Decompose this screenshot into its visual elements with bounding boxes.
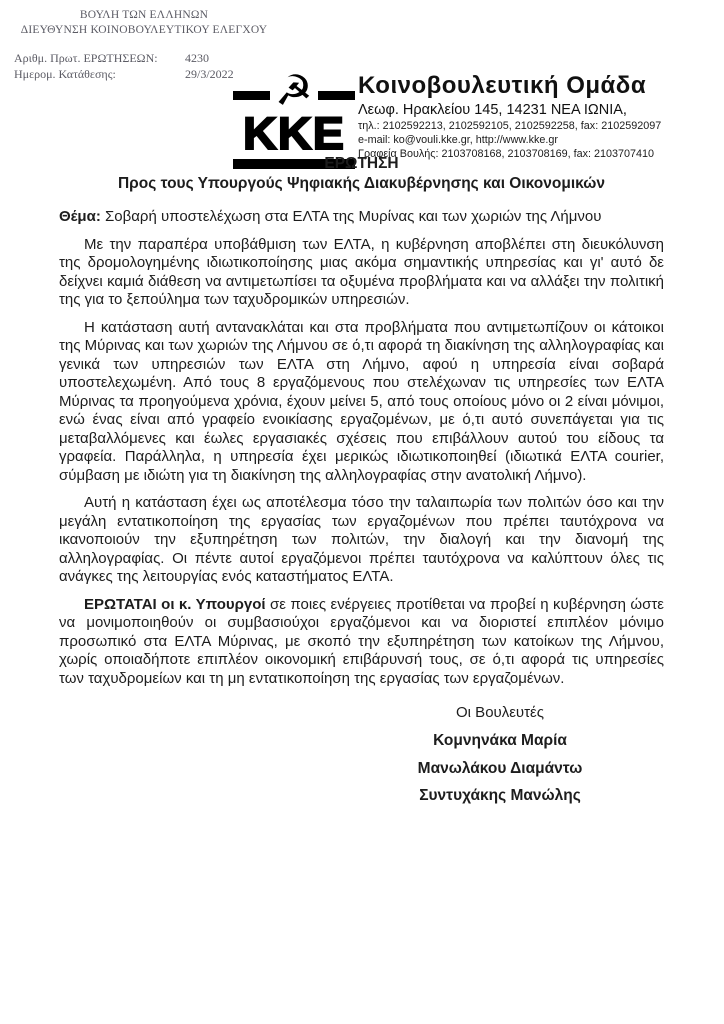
party-parliament-offices: Γραφεία Βουλής: 2103708168, 2103708169, fax: 2103707410: [358, 147, 655, 160]
issuer-line-1: ΒΟΥΛΗ ΤΩΝ ΕΛΛΗΝΩΝ: [79, 9, 209, 21]
protocol-number-value: 4230: [185, 51, 209, 65]
deposit-date-label: Ημερομ. Κατάθεσης:: [14, 67, 116, 81]
paragraph-2: Η κατάσταση αυτή αντανακλάται και στα προβλήματα που αντιμετωπίζουν οι κάτοικοι της Μύρινας και των χωριών της Λήμνου σε ό,τι αφορά τη διακίνηση της αλληλογραφίας και γενικά των υπηρεσιών των ΕΛΤΑ στη Λήμνο, αφού η υπηρεσία είναι σοβαρά υποστελεχωμένη. Από τους 8 εργαζόμενους που στελέχωναν τις υπηρεσίες των ΕΛΤΑ Μύρινας τα προηγούμενα χρόνια, έχουν μείνει 5, από τους οποίους μόνο οι 2 είναι μόνιμοι, ενώ ένας είναι από γραφείο ενοικίασης εργαζομένων, με ό,τι αυτό συνεπάγεται για τις μεταβαλλόμενες και έωλες εργασιακές σχέσεις που επιβάλλουν αυτού του είδους τα γραφεία. Παράλληλα, η υπηρεσία έχει μερικώς ιδιωτικοποιηθεί (ιδιωτικά ΕΛΤΑ courier, σύμβαση με ιδιώτη για τη διακίνηση της αλληλογραφίας στην ανατολική Λήμνο).: [59, 318, 664, 484]
signatory-name-1: Κομνηνάκα Μαρία: [433, 732, 567, 749]
parliamentary-group-title: Κοινοβουλευτική Ομάδα: [358, 72, 647, 99]
subject-label: Θέμα:: [59, 208, 101, 225]
signatory-name-3: Συντυχάκης Μανώλης: [419, 787, 581, 804]
party-address: Λεωφ. Ηρακλείου 145, 14231 ΝΕΑ ΙΩΝΙΑ,: [358, 102, 627, 118]
signature-block: [389, 704, 611, 805]
document-title: ΕΡΩΤΗΣΗ: [324, 155, 399, 172]
kke-logo-acronym: KKE: [243, 108, 345, 159]
party-email-web: e-mail: ko@vouli.kke.gr, http://www.kke.gr: [358, 133, 558, 146]
hammer-sickle-icon: ☭: [275, 66, 313, 115]
subject-text: Σοβαρή υποστελέχωση στα ΕΛΤΑ της Μυρίνας και των χωριών της Λήμνου: [105, 208, 602, 225]
paragraph-1: Με την παραπέρα υποβάθμιση των ΕΛΤΑ, η κυβέρνηση αποβλέπει στη διευκόλυνση της δρομολογημένης ιδιωτικοποίησης μιας ακόμα σημαντικής υπηρεσίας και γι' αυτό δε δείχνει καμιά διάθεση να αντιμετωπίσει τα οξυμένα προβλήματα και να αλλάξει την πολιτική της για το ξεπούλημα των ταχυδρομικών υπηρεσιών.: [59, 235, 664, 308]
deposit-date-value: 29/3/2022: [185, 67, 234, 81]
question-label: ΕΡΩΤΑΤΑΙ οι κ. Υπουργοί: [84, 595, 266, 613]
paragraph-3: Αυτή η κατάσταση έχει ως αποτέλεσμα τόσο την ταλαιπωρία των πολιτών όσο και την μεγάλη εντατικοποίηση της εργασίας των εργαζομένων που πρέπει ταυτόχρονα να ικανοποιούν την εξυπηρέτηση των πολιτών, την διαλογή και την διανομή της αλληλογραφίας. Οι πέντε αυτοί εργαζόμενοι πρέπει ταυτόχρονα να καλύπτουν όλες τις ανάγκες της λειτουργίας ενός καταστήματος ΕΛΤΑ.: [59, 494, 664, 585]
signatory-name-2: Μανωλάκου Διαμάντω: [417, 759, 583, 777]
issuer-line-2: ΔΙΕΥΘΥΝΣΗ ΚΟΙΝΟΒΟΥΛΕΥΤΙΚΟΥ ΕΛΕΓΧΟΥ: [20, 23, 268, 36]
subject-line: [59, 208, 664, 227]
document-addressees: Προς τους Υπουργούς Ψηφιακής Διακυβέρνησης και Οικονομικών: [117, 174, 605, 192]
party-phones: τηλ.: 2102592213, 2102592105, 2102592258, fax: 2102592097: [358, 119, 662, 132]
signature-heading: Οι Βουλευτές: [456, 704, 544, 721]
question-paragraph: [59, 596, 664, 689]
protocol-number-label: Αριθμ. Πρωτ. ΕΡΩΤΗΣΕΩΝ:: [14, 51, 158, 65]
question-text: σε ποιες ενέργειες προτίθεται να προβεί η κυβέρνηση ώστε να μονιμοποιηθούν οι συμβασιούχοι εργαζόμενοι και να διοριστεί επιπλέον μόνιμο προσωπικό στα ΕΛΤΑ Μύρινας, με σκοπό την εξυπηρέτηση των κατοίκων της Λήμνου, χωρίς οποιαδήποτε επιπλέον οικονομική επιβάρυνσή τους, σε ό,τι αφορά τις υπηρεσίες των ταχυδρομείων και τη μη εντατικοποίηση της εργασίας των εργαζομένων.: [59, 595, 664, 687]
